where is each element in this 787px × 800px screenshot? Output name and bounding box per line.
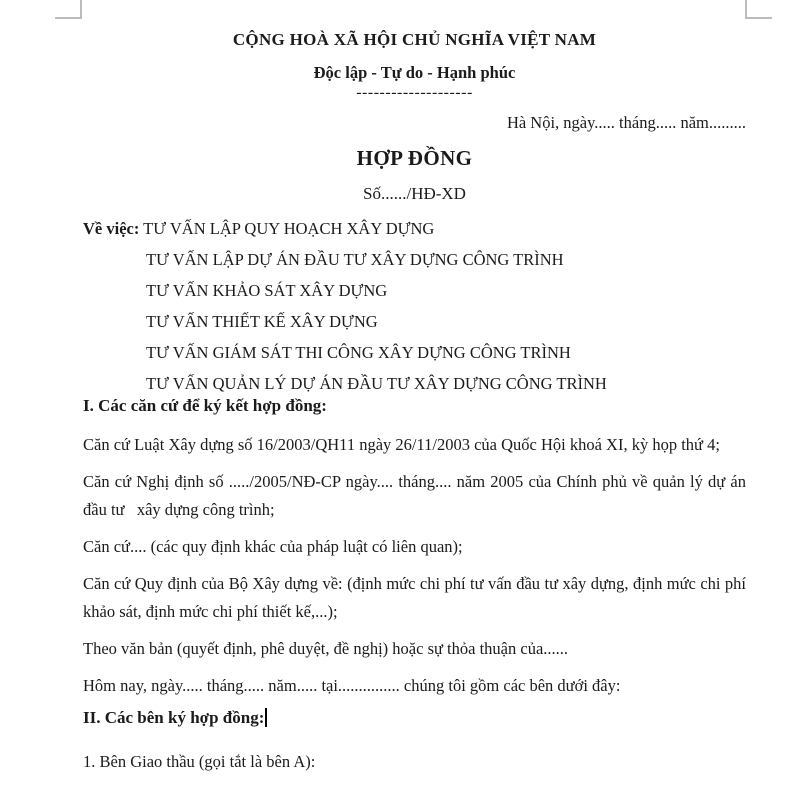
subject-item-1: TƯ VẤN LẬP QUY HOẠCH XÂY DỰNG bbox=[143, 219, 435, 238]
contract-title: HỢP ĐỒNG bbox=[356, 146, 473, 170]
subject-item-5: TƯ VẤN GIÁM SÁT THI CÔNG XÂY DỰNG CÔNG TRÌNH bbox=[146, 343, 571, 362]
motto-separator: -------------------- bbox=[356, 84, 473, 101]
meeting-date-line: Hôm nay, ngày..... tháng..... năm..... tại............... chúng tôi gồm các bên dưới đây: bbox=[83, 676, 621, 695]
legal-basis-agreement: Theo văn bản (quyết định, phê duyệt, đề nghị) hoặc sự thỏa thuận của...... bbox=[83, 639, 569, 658]
text-boundary-mark-top-left bbox=[55, 0, 82, 19]
legal-basis-ministry: Căn cứ Quy định của Bộ Xây dựng về: (định mức chi phí tư vấn đầu tư xây dựng, định mức chi phí khảo sát, định mức chi phí thiết kế,...); bbox=[83, 574, 746, 621]
legal-basis-other: Căn cứ.... (các quy định khác của pháp luật có liên quan); bbox=[83, 537, 463, 556]
party-a-line: 1. Bên Giao thầu (gọi tắt là bên A): bbox=[83, 752, 316, 771]
text-cursor bbox=[265, 708, 267, 727]
legal-basis-law: Căn cứ Luật Xây dựng số 16/2003/QH11 ngày 26/11/2003 của Quốc Hội khoá XI, kỳ họp thứ 4; bbox=[83, 435, 720, 454]
national-motto: Độc lập - Tự do - Hạnh phúc bbox=[313, 63, 516, 82]
place-date-line: Hà Nội, ngày..... tháng..... năm......... bbox=[506, 113, 746, 132]
text-boundary-mark-top-right bbox=[745, 0, 772, 19]
section-2-heading-text: II. Các bên ký hợp đồng: bbox=[83, 708, 265, 727]
contract-number-line: Số....../HĐ-XD bbox=[363, 184, 466, 203]
legal-basis-decree: Căn cứ Nghị định số ...../2005/NĐ-CP ngày.... tháng.... năm 2005 của Chính phủ về quản lý dự án đầu tư xây dựng công trình; bbox=[83, 472, 746, 519]
subject-item-4: TƯ VẤN THIẾT KẾ XÂY DỰNG bbox=[146, 312, 378, 331]
subject-item-6: TƯ VẤN QUẢN LÝ DỰ ÁN ĐẦU TƯ XÂY DỰNG CÔNG TRÌNH bbox=[146, 374, 607, 393]
contract-subject-block bbox=[83, 213, 746, 399]
subject-line bbox=[83, 213, 746, 244]
section-1-heading: I. Các căn cứ để ký kết hợp đồng: bbox=[83, 396, 327, 415]
document-content bbox=[83, 0, 746, 776]
national-title: CỘNG HOÀ XÃ HỘI CHỦ NGHĨA VIỆT NAM bbox=[232, 30, 597, 49]
subject-item-3: TƯ VẤN KHẢO SÁT XÂY DỰNG bbox=[146, 281, 388, 300]
subject-item-2: TƯ VẤN LẬP DỰ ÁN ĐẦU TƯ XÂY DỰNG CÔNG TRÌNH bbox=[146, 250, 564, 269]
subject-label: Về việc: bbox=[83, 219, 140, 238]
section-2-heading bbox=[83, 708, 746, 728]
